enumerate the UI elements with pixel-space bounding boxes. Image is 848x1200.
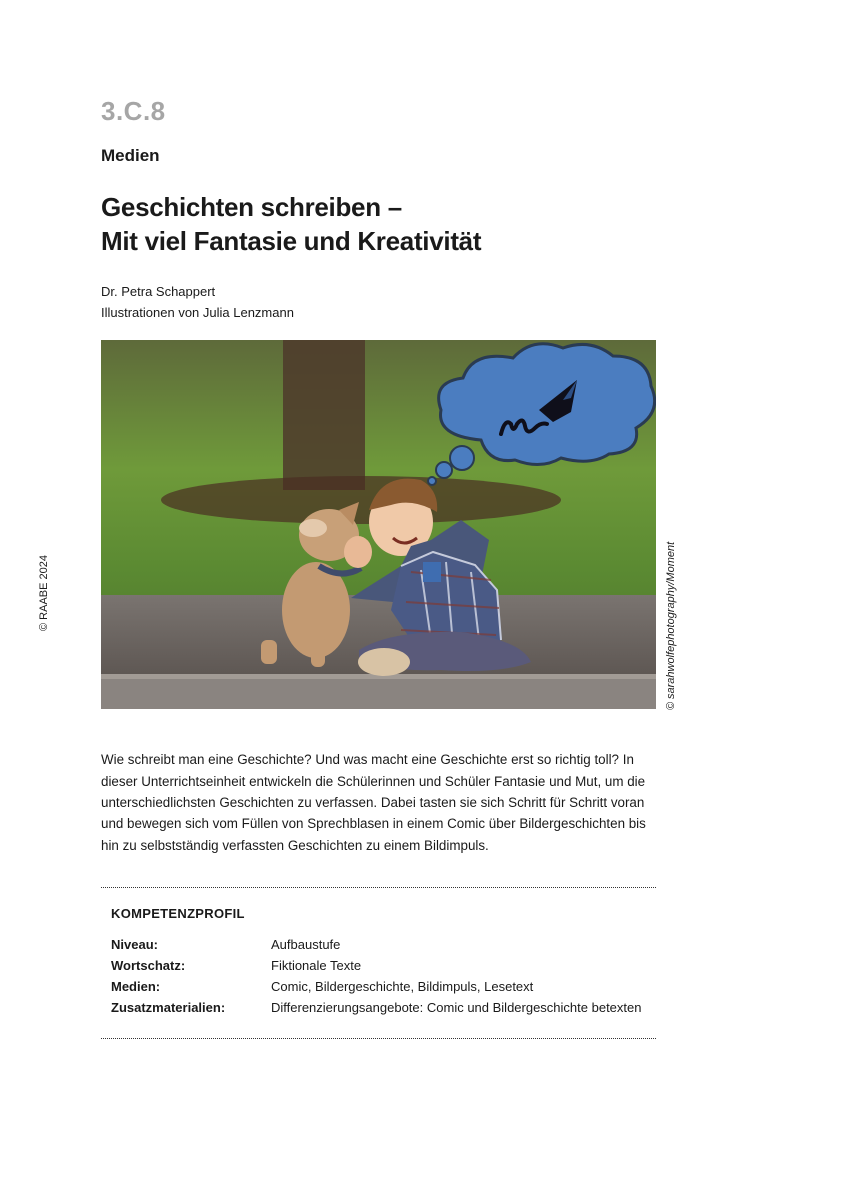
kp-label: Medien: xyxy=(111,979,161,994)
kompetenzprofil-table xyxy=(111,934,651,1018)
kp-value: Differenzierungsangebote: Comic und Bildergeschichte betexten xyxy=(271,1000,642,1015)
kp-row-wortschatz xyxy=(111,955,651,976)
kp-row-zusatzmaterialien xyxy=(111,997,651,1018)
kp-label: Zusatzmaterialien: xyxy=(111,1000,226,1015)
kp-row-medien xyxy=(111,976,651,997)
copyright-notice: © RAABE 2024 xyxy=(38,555,50,631)
kp-value: Comic, Bildergeschichte, Bildimpuls, Lesetext xyxy=(271,979,534,994)
kp-value: Aufbaustufe xyxy=(271,937,341,952)
page-title xyxy=(101,190,481,258)
illustrator: Illustrationen von Julia Lenzmann xyxy=(101,305,294,320)
curb xyxy=(101,674,656,709)
section-label: Medien xyxy=(101,146,160,165)
kompetenzprofil-heading: KOMPETENZPROFIL xyxy=(111,906,245,921)
kp-row-niveau xyxy=(111,934,651,955)
divider-bottom xyxy=(101,1038,656,1039)
soil-patch xyxy=(161,476,561,524)
author: Dr. Petra Schappert xyxy=(101,284,216,299)
unit-code: 3.C.8 xyxy=(101,96,166,126)
title-line-1: Geschichten schreiben – xyxy=(101,192,402,222)
tree-trunk xyxy=(283,340,365,490)
photo-credit: © sarahwolfephotography/Moment xyxy=(665,541,677,711)
kp-label: Niveau: xyxy=(111,937,158,952)
kp-value: Fiktionale Texte xyxy=(271,958,362,973)
kp-label: Wortschatz: xyxy=(111,958,186,973)
divider-top xyxy=(101,887,656,888)
intro-paragraph: Wie schreibt man eine Geschichte? Und was macht eine Geschichte erst so richtig toll? In dieser Unterrichtseinheit entwickeln die Schülerinnen und Schüler Fantasie und Mut, um die unterschiedlichsten Geschichten zu verfassen. Dabei tasten sie sich Schritt für Schritt voran und bewegen sich vom Füllen von Sprechblasen in einem Comic über Bildergeschichten bis hin zu selbstständig verfassten Geschichten zu einem Bildimpuls. xyxy=(101,752,646,853)
cover-photo xyxy=(101,340,656,709)
author-block xyxy=(101,281,294,323)
title-line-2: Mit viel Fantasie und Kreativität xyxy=(101,226,482,256)
